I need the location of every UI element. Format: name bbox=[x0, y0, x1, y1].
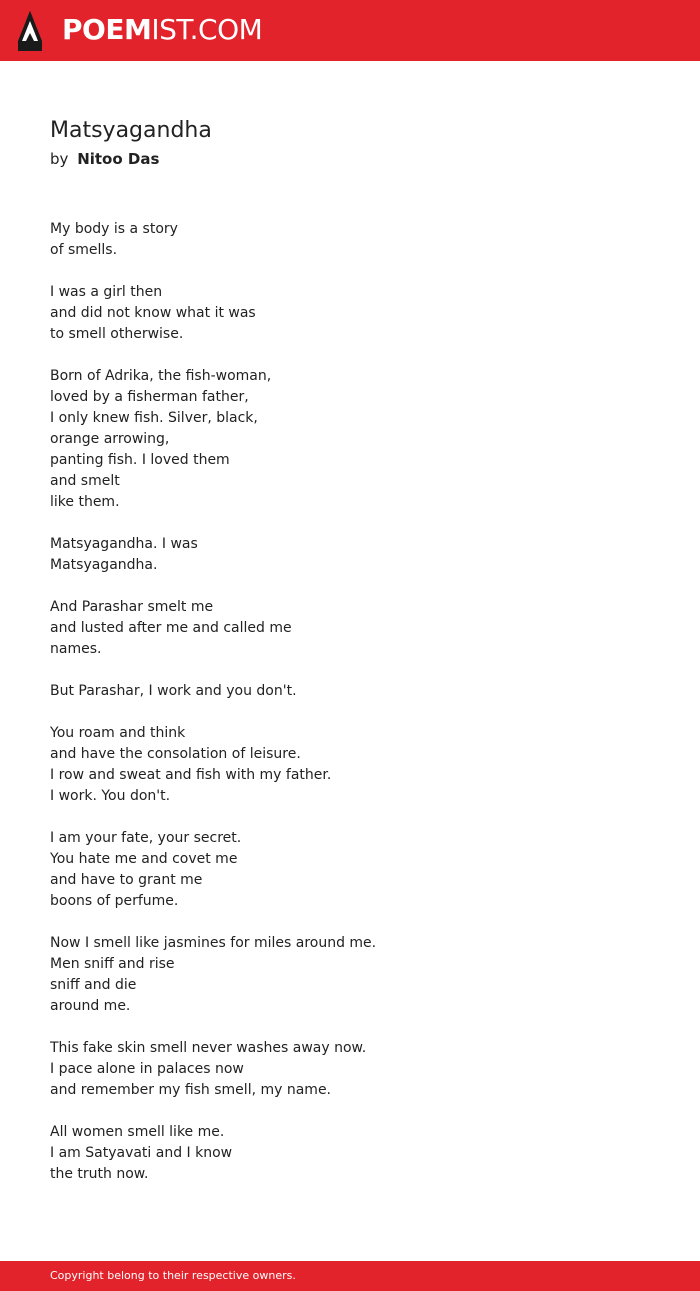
poem-line: I row and sweat and fish with my father. bbox=[50, 767, 332, 783]
poem-line: names. bbox=[50, 641, 102, 657]
poem-line: around me. bbox=[50, 998, 131, 1014]
logo-bold-text: POEM bbox=[62, 13, 152, 46]
poem-line: and remember my fish smell, my name. bbox=[50, 1082, 332, 1098]
poem-line: like them. bbox=[50, 494, 120, 510]
author-name[interactable]: Nitoo Das bbox=[77, 150, 160, 168]
poem-line: I pace alone in palaces now bbox=[50, 1061, 244, 1077]
poem-line: boons of perfume. bbox=[50, 893, 179, 909]
poem-line: orange arrowing, bbox=[50, 431, 170, 447]
poem-line: Matsyagandha. I was bbox=[50, 536, 198, 552]
byline bbox=[50, 148, 159, 170]
pencil-tip-icon[interactable] bbox=[18, 11, 42, 51]
site-header bbox=[0, 0, 700, 61]
stanza bbox=[50, 1122, 650, 1185]
stanza bbox=[50, 933, 650, 1017]
poem-line: And Parashar smelt me bbox=[50, 599, 214, 615]
poem-line: I work. You don't. bbox=[50, 788, 171, 804]
site-footer bbox=[0, 1261, 700, 1291]
by-label: by bbox=[50, 150, 69, 168]
poem-line: Born of Adrika, the fish-woman, bbox=[50, 368, 272, 384]
stanza bbox=[50, 597, 650, 660]
poem-line: the truth now. bbox=[50, 1166, 149, 1182]
poem-line: All women smell like me. bbox=[50, 1124, 225, 1140]
logo-light-text: IST.COM bbox=[151, 13, 263, 46]
poem-line: This fake skin smell never washes away now. bbox=[50, 1040, 367, 1056]
poem-line: and did not know what it was bbox=[50, 305, 256, 321]
poem-line: loved by a fisherman father, bbox=[50, 389, 249, 405]
stanza bbox=[50, 282, 650, 345]
poem-line: Men sniff and rise bbox=[50, 956, 175, 972]
poem-line: You hate me and covet me bbox=[50, 851, 238, 867]
stanza bbox=[50, 1038, 650, 1101]
poem-line: But Parashar, I work and you don't. bbox=[50, 683, 297, 699]
poem-line: Now I smell like jasmines for miles around me. bbox=[50, 935, 377, 951]
poem-line: to smell otherwise. bbox=[50, 326, 184, 342]
poem-line: I was a girl then bbox=[50, 284, 163, 300]
copyright-text: Copyright belong to their respective owners. bbox=[50, 1269, 296, 1282]
poem-line: and have the consolation of leisure. bbox=[50, 746, 301, 762]
poem-line: and smelt bbox=[50, 473, 120, 489]
poem-line: and lusted after me and called me bbox=[50, 620, 292, 636]
stanza bbox=[50, 681, 650, 702]
poem-line: and have to grant me bbox=[50, 872, 203, 888]
poem-line: I am Satyavati and I know bbox=[50, 1145, 233, 1161]
poem-line: I am your fate, your secret. bbox=[50, 830, 242, 846]
poem-line: My body is a story bbox=[50, 221, 178, 237]
stanza bbox=[50, 366, 650, 513]
poem-line: You roam and think bbox=[50, 725, 186, 741]
poem-line: sniff and die bbox=[50, 977, 137, 993]
poem-body bbox=[50, 219, 650, 1206]
stanza bbox=[50, 219, 650, 261]
stanza bbox=[50, 534, 650, 576]
poem-title: Matsyagandha bbox=[50, 118, 212, 143]
stanza bbox=[50, 828, 650, 912]
poem-line: of smells. bbox=[50, 242, 118, 258]
site-logo[interactable] bbox=[62, 12, 262, 48]
stanza bbox=[50, 723, 650, 807]
poem-line: panting fish. I loved them bbox=[50, 452, 230, 468]
poem-line: Matsyagandha. bbox=[50, 557, 158, 573]
poem-line: I only knew fish. Silver, black, bbox=[50, 410, 258, 426]
